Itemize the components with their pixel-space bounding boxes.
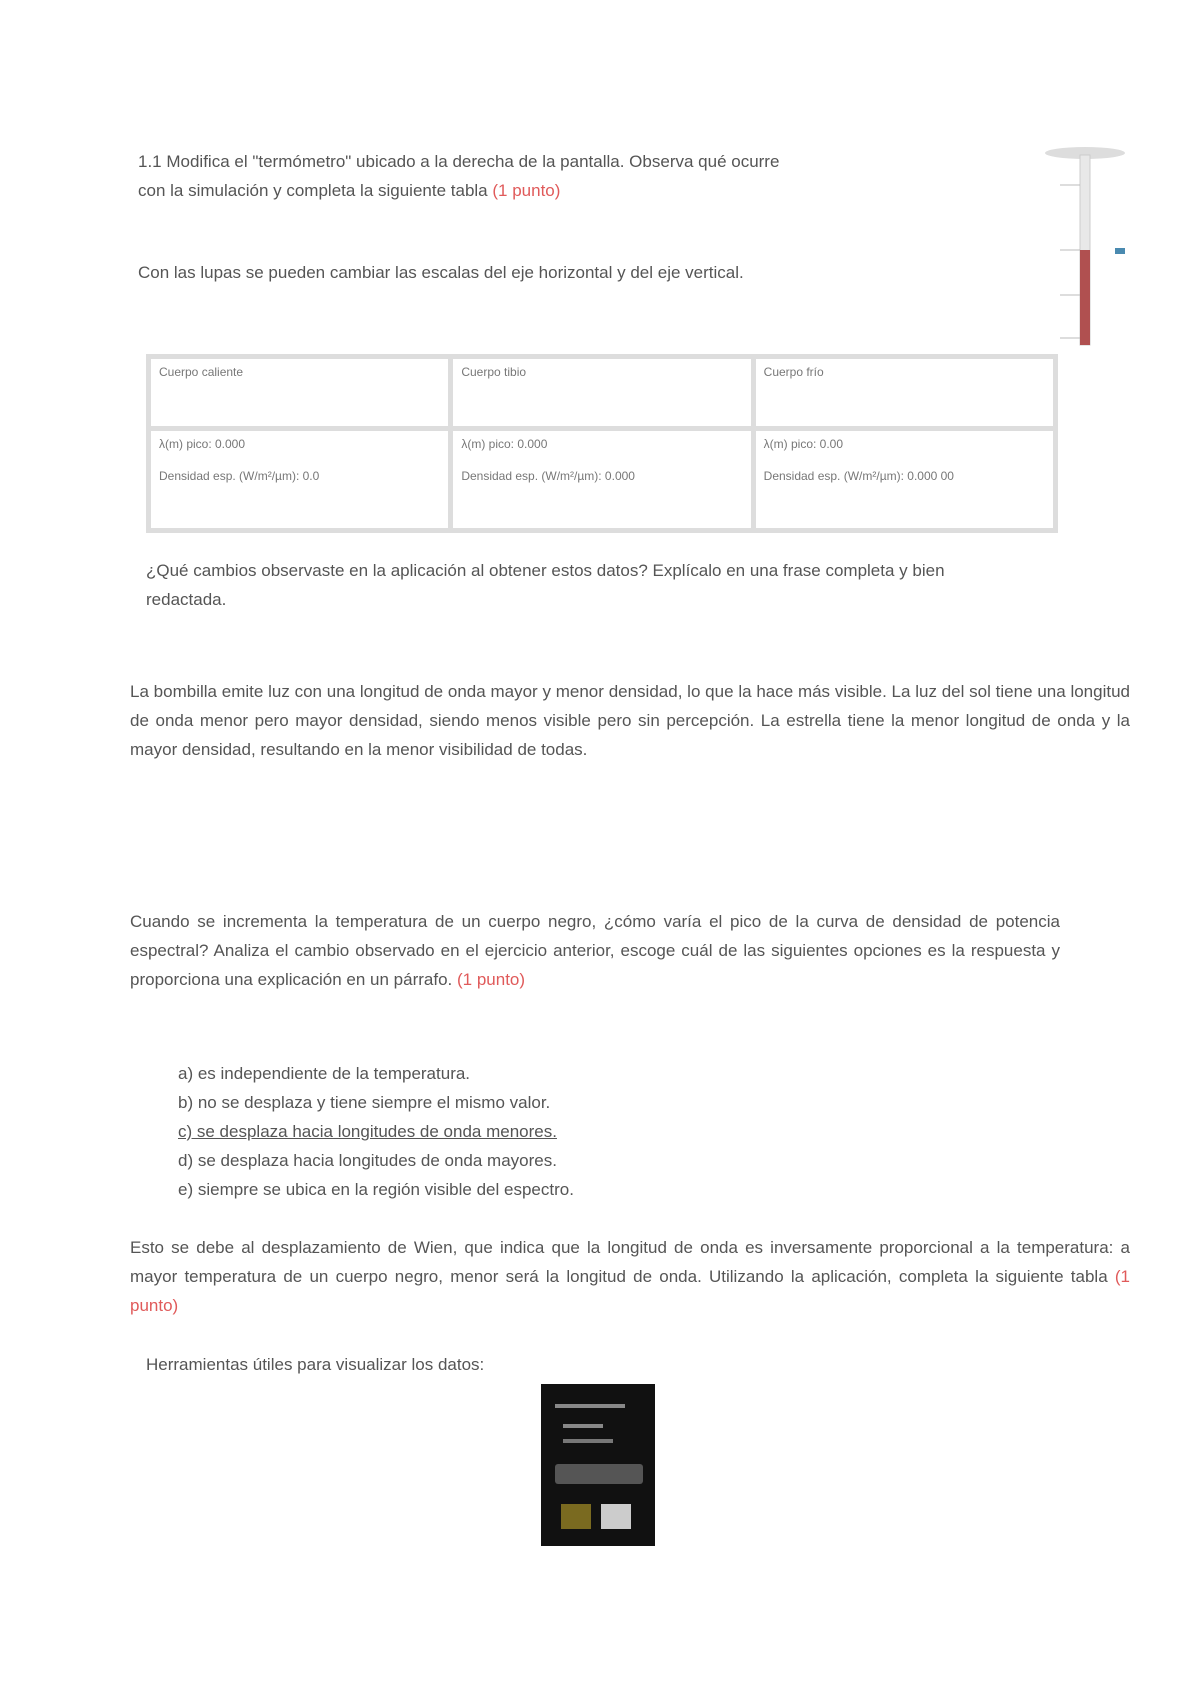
zoom-note: Con las lupas se pueden cambiar las escalas del eje horizontal y del eje vertical. [138, 263, 744, 282]
thermometer-slider[interactable] [1035, 145, 1130, 355]
cell-peak: λ(m) pico: 0.00 [763, 437, 844, 451]
cell-density: Densidad esp. (W/m²/µm): 0.000 [461, 469, 635, 483]
header-hot: Cuerpo caliente [149, 357, 451, 429]
wien-text: Esto se debe al desplazamiento de Wien, que indica que la longitud de onda es inversamente proporcional a la temperatura: a mayor temperatura de un cuerpo negro, menor será la longitud de onda. Utilizando la aplicación, completa la siguiente tabla (1 punto) [130, 1238, 1130, 1315]
header-cold: Cuerpo frío [753, 357, 1055, 429]
option-item: d) se desplaza hacia longitudes de onda mayores. [178, 1151, 557, 1170]
cell-peak: λ(m) pico: 0.000 [461, 437, 548, 451]
question2-text: Cuando se incrementa la temperatura de un cuerpo negro, ¿cómo varía el pico de la curva de densidad de potencia espectral? Analiza el cambio observado en el ejercicio anterior, escoge cuál de las siguientes opciones es la respuesta y proporciona una explicación en un párrafo. (1 punto) [130, 912, 1060, 989]
option-item: c) se desplaza hacia longitudes de onda menores. [178, 1122, 557, 1141]
zoom-out-icon [601, 1504, 631, 1529]
zoom-in-icon [561, 1504, 591, 1529]
option-item: a) es independiente de la temperatura. [178, 1064, 471, 1083]
tools-label: Herramientas útiles para visualizar los datos: [146, 1355, 485, 1374]
simulation-controls-image [541, 1384, 655, 1546]
option-item: e) siempre se ubica en la región visible del espectro. [178, 1180, 574, 1199]
intro-text: 1.1 Modifica el "termómetro" ubicado a la derecha de la pantalla. Observa qué ocurre con la simulación y completa la siguiente tabla (1 punto) [138, 152, 780, 200]
option-item: b) no se desplaza y tiene siempre el mismo valor. [178, 1093, 551, 1112]
cell-density: Densidad esp. (W/m²/µm): 0.0 [159, 469, 320, 483]
header-warm: Cuerpo tibio [451, 357, 753, 429]
results-table [146, 354, 1058, 533]
answer-text: La bombilla emite luz con una longitud de onda mayor y menor densidad, lo que la hace más visible. La luz del sol tiene una longitud de onda menor pero mayor densidad, siendo menos visible pero sin percepción. La estrella tiene la menor longitud de onda y la mayor densidad, resultando en la menor visibilidad de todas. [130, 682, 1130, 759]
cell-peak: λ(m) pico: 0.000 [159, 437, 246, 451]
question-text: ¿Qué cambios observaste en la aplicación al obtener estos datos? Explícalo en una frase completa y bien redactada. [146, 561, 945, 609]
cell-density: Densidad esp. (W/m²/µm): 0.000 00 [763, 469, 954, 483]
options-list [178, 1059, 574, 1204]
